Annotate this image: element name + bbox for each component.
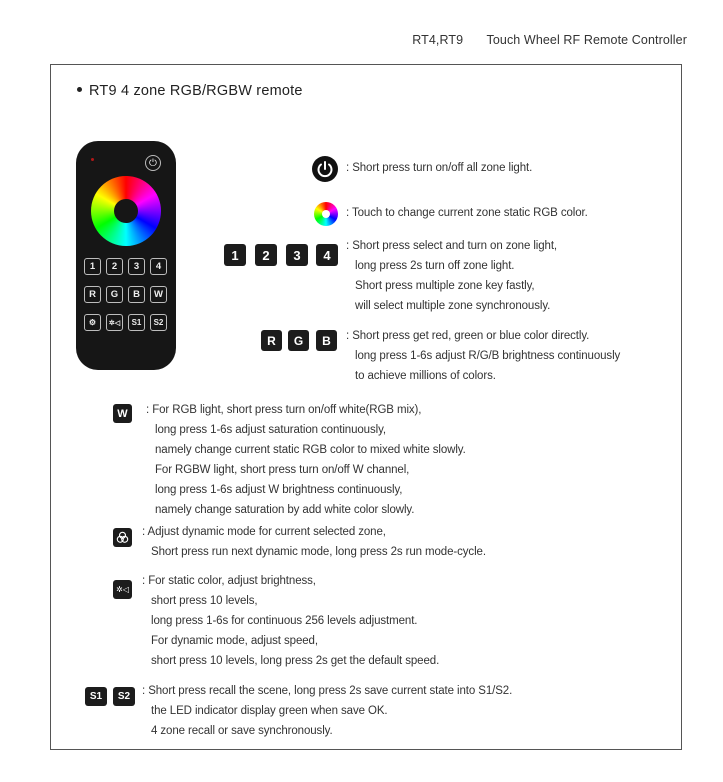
power-description: : Short press turn on/off all zone light. [346,162,533,174]
scene-s1-key-icon: S1 [85,687,107,706]
remote-mode-icon: ⚙ [84,314,101,331]
power-icon [312,156,338,182]
remote-zone-key: 3 [128,258,145,275]
document-title: Touch Wheel RF Remote Controller [486,33,687,47]
white-description: : For RGB light, short press turn on/off white(RGB mix), long press 1-6s adjust saturation continuously, namely change current static RGB color to mixed white slowly. For RGBW light, short press turn on/off W channel, long press 1-6s adjust W brightness continuously, namely change saturation by add white color slowly. [146,404,466,516]
remote-scene-key: S2 [150,314,167,331]
bullet-icon [77,87,82,92]
zone-2-key-icon: 2 [255,244,277,266]
remote-illustration [76,141,176,370]
remote-color-key: W [150,286,167,303]
dynamic-mode-icon [113,528,132,547]
remote-brightness-icon: ✲◁ [106,314,123,331]
zone-4-key-icon: 4 [316,244,338,266]
section-title: RT9 4 zone RGB/RGBW remote [77,83,303,99]
page-header [412,33,687,47]
mode-description: : Adjust dynamic mode for current selected zone, Short press run next dynamic mode, long press 2s run mode-cycle. [142,526,486,558]
remote-color-key: R [84,286,101,303]
blue-key-icon: B [316,330,337,351]
white-key-icon: W [113,404,132,423]
led-indicator [91,158,94,161]
remote-zone-key: 1 [84,258,101,275]
remote-color-key: G [106,286,123,303]
wheel-hub [114,199,138,223]
remote-zone-key: 2 [106,258,123,275]
remote-zone-key: 4 [150,258,167,275]
zone-3-key-icon: 3 [286,244,308,266]
scene-description: : Short press recall the scene, long press 2s save current state into S1/S2. the LED indicator display green when save OK. 4 zone recall or save synchronously. [142,685,513,737]
zone-1-key-icon: 1 [224,244,246,266]
model-numbers: RT4,RT9 [412,33,464,47]
wheel-hub [322,210,330,218]
remote-scene-key: S1 [128,314,145,331]
green-key-icon: G [288,330,309,351]
remote-color-key: B [128,286,145,303]
zone-description: : Short press select and turn on zone light, long press 2s turn off zone light. Short press multiple zone key fastly, will select multiple zone synchronously. [346,240,558,312]
remote-color-wheel [91,176,161,246]
brightness-description: : For static color, adjust brightness, short press 10 levels, long press 1-6s for continuous 256 levels adjustment. For dynamic mode, adjust speed, short press 10 levels, long press 2s get the default speed. [142,575,440,667]
wheel-description: : Touch to change current zone static RGB color. [346,207,588,219]
remote-power-icon: ⏻ [145,155,161,171]
rgb-description: : Short press get red, green or blue color directly. long press 1-6s adjust R/G/B brightness continuously to achieve millions of colors. [346,330,621,382]
scene-s2-key-icon: S2 [113,687,135,706]
brightness-speed-icon: ✲◁ [113,580,132,599]
color-wheel-icon [314,202,338,226]
red-key-icon: R [261,330,282,351]
